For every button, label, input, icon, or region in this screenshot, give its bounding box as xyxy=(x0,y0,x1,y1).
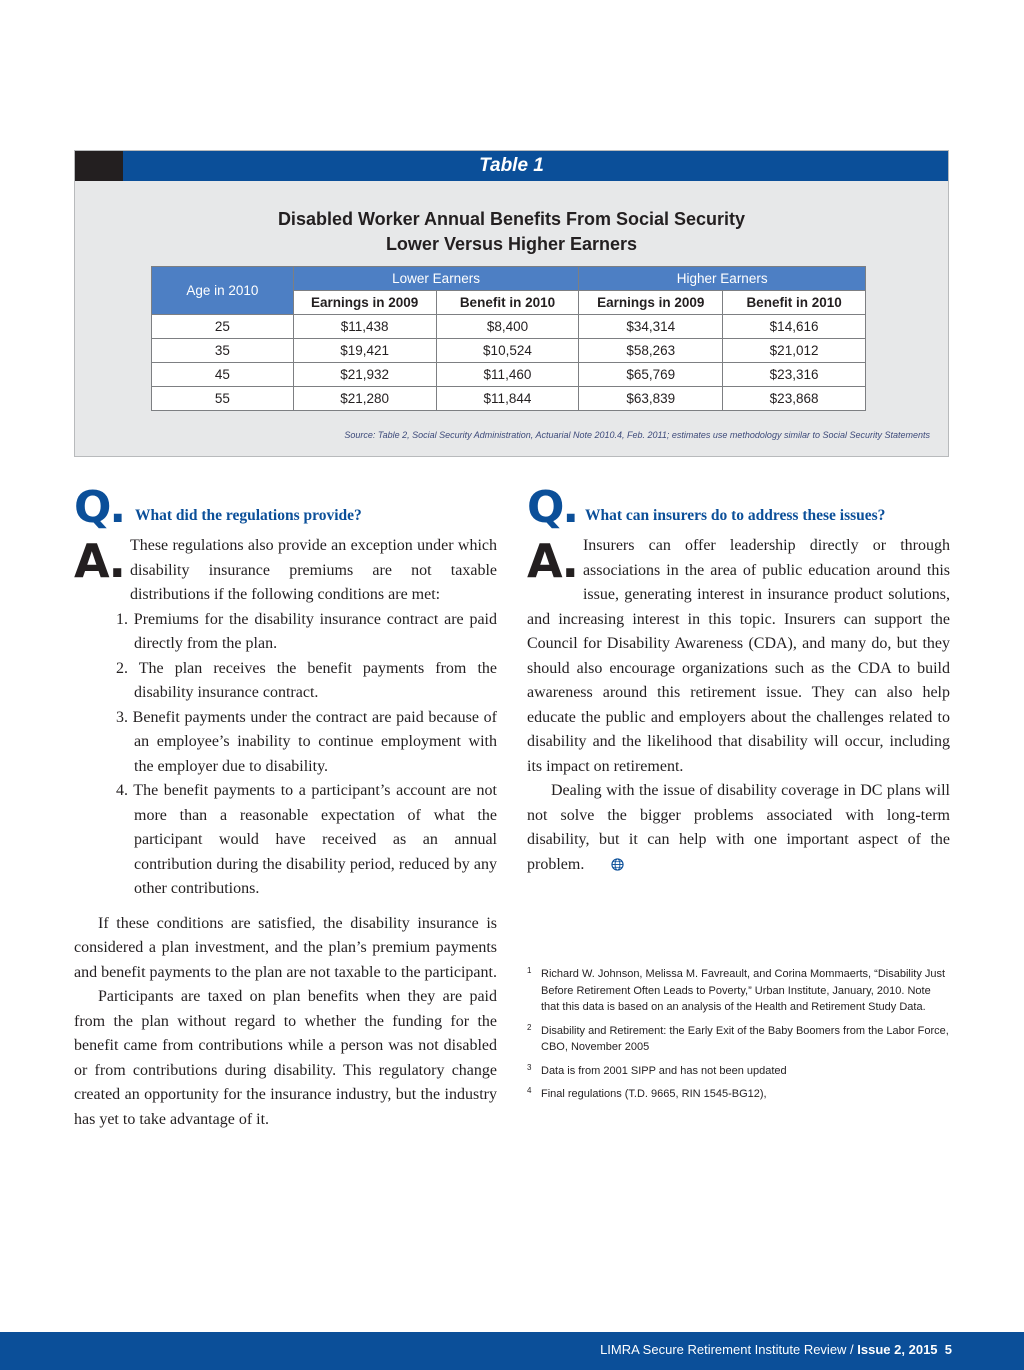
footer-issue: Issue 2, 2015 xyxy=(857,1342,938,1357)
list-item: 1. Premiums for the disability insurance contract are paid directly from the plan. xyxy=(116,610,497,652)
left-column xyxy=(74,482,497,1132)
page-number: 5 xyxy=(944,1342,952,1357)
footnote-number: 3 xyxy=(527,1062,532,1072)
header-lower-earners: Lower Earners xyxy=(293,267,579,291)
footnote xyxy=(527,1023,949,1056)
footnotes xyxy=(527,966,949,1110)
footnote-text: Final regulations (T.D. 9665, RIN 1545-BG12), xyxy=(541,1088,767,1100)
table-panel xyxy=(74,150,949,457)
conditions-list xyxy=(74,608,497,902)
subheader-higher-benefit: Benefit in 2010 xyxy=(723,291,866,315)
closing-text: Dealing with the issue of disability coverage in DC plans will not solve the bigger problems associated with long-term disability, but it can help with one important aspect of the problem. xyxy=(527,782,950,873)
cell-higher-earnings: $58,263 xyxy=(579,339,723,363)
cell-higher-earnings: $65,769 xyxy=(579,363,723,387)
q-letter: Q. xyxy=(527,482,578,533)
cell-lower-benefit: $11,460 xyxy=(436,363,579,387)
table-row xyxy=(152,363,866,387)
table-title-line2: Lower Versus Higher Earners xyxy=(385,234,638,254)
globe-icon xyxy=(587,855,624,880)
list-item: 2. The plan receives the benefit payments from the disability insurance contract. xyxy=(116,659,497,701)
question-heading xyxy=(74,482,497,534)
cell-lower-earnings: $21,932 xyxy=(293,363,436,387)
benefits-table xyxy=(151,266,866,411)
header-age: Age in 2010 xyxy=(152,267,294,315)
table-banner xyxy=(75,151,948,181)
cell-age: 45 xyxy=(152,363,294,387)
subheader-higher-earnings: Earnings in 2009 xyxy=(579,291,723,315)
footnote-text: Data is from 2001 SIPP and has not been updated xyxy=(541,1064,787,1077)
table-title-line1: Disabled Worker Annual Benefits From Social Security xyxy=(277,209,746,229)
question-heading xyxy=(527,482,950,534)
cell-lower-benefit: $10,524 xyxy=(436,339,579,363)
a-letter: A. xyxy=(527,534,577,588)
cell-age: 55 xyxy=(152,387,294,411)
cell-higher-benefit: $14,616 xyxy=(723,315,866,339)
question-text: What can insurers do to address these issues? xyxy=(585,507,886,524)
cell-higher-benefit: $23,316 xyxy=(723,363,866,387)
paragraph-conditions-satisfied: If these conditions are satisfied, the disability insurance is considered a plan investment, and the plan’s premium payments and benefit payments to the plan are not taxable to the participant. xyxy=(74,914,497,981)
table-row xyxy=(152,315,866,339)
subheader-lower-benefit: Benefit in 2010 xyxy=(436,291,579,315)
table-row xyxy=(152,339,866,363)
cell-lower-earnings: $19,421 xyxy=(293,339,436,363)
cell-lower-earnings: $11,438 xyxy=(293,315,436,339)
question-text: What did the regulations provide? xyxy=(135,507,362,524)
cell-higher-benefit: $23,868 xyxy=(723,387,866,411)
footnote-number: 4 xyxy=(527,1086,532,1095)
answer-text: Insurers can offer leadership directly or through associations in the area of public education around this issue, generating interest in insurance product solutions, and increasing interest in this topic. Insurers can support the Council for Disability Awareness (CDA), and many do, but they should also encourage organizations such as the CDA to build awareness around this retirement issue. They can also help educate the public and employers about the challenges related to disability and the likelihood that disability will occur, including its impact on retirement. xyxy=(527,537,950,775)
footer-text xyxy=(600,1342,952,1357)
footnote xyxy=(527,1086,949,1103)
cell-higher-benefit: $21,012 xyxy=(723,339,866,363)
table-label: Table 1 xyxy=(479,155,544,176)
cell-lower-benefit: $8,400 xyxy=(436,315,579,339)
cell-lower-earnings: $21,280 xyxy=(293,387,436,411)
footnote-text: Disability and Retirement: the Early Exit of the Baby Boomers from the Labor Force, CBO, November 2005 xyxy=(541,1024,949,1053)
cell-lower-benefit: $11,844 xyxy=(436,387,579,411)
paragraph-participants-taxed: Participants are taxed on plan benefits when they are paid from the plan without regard to whether the funding for the benefit came from contributions while a person was not disabled or from contributions during disability. This regulatory change created an opportunity for the insurance industry, but the industry has yet to take advantage of it. xyxy=(74,988,497,1128)
footnote xyxy=(527,1063,949,1080)
list-item: 4. The benefit payments to a participant’s account are not more than a reasonable expectation of what the participant would have received as an annual contribution during the disability period, reduced by any other contributions. xyxy=(116,782,497,897)
header-higher-earners: Higher Earners xyxy=(579,267,866,291)
cell-age: 35 xyxy=(152,339,294,363)
answer-paragraph xyxy=(527,534,950,779)
cell-age: 25 xyxy=(152,315,294,339)
cell-higher-earnings: $34,314 xyxy=(579,315,723,339)
closing-paragraph xyxy=(527,779,950,879)
list-item: 3. Benefit payments under the contract are paid because of an employee’s inability to continue employment with the employer due to disability. xyxy=(116,708,497,775)
cell-higher-earnings: $63,839 xyxy=(579,387,723,411)
answer-intro: These regulations also provide an exception under which disability insurance premiums are not taxable distributions if the following conditions are met: xyxy=(129,537,497,603)
footnote-text: Richard W. Johnson, Melissa M. Favreault, and Corina Mommaerts, “Disability Just Before Retirement Often Leads to Poverty,” Urban Institute, January, 2010. Note that this data is based on an analysis of the Health and Retirement Study Data. xyxy=(541,968,946,1013)
answer-paragraph xyxy=(74,534,497,608)
q-letter: Q. xyxy=(74,482,125,533)
page-footer xyxy=(0,1332,1024,1370)
a-letter: A. xyxy=(74,534,124,588)
table-title xyxy=(75,207,948,257)
subheader-lower-earnings: Earnings in 2009 xyxy=(293,291,436,315)
footnote-number: 1 xyxy=(527,966,532,975)
footnote-number: 2 xyxy=(527,1022,532,1032)
right-column xyxy=(527,482,950,879)
footnote xyxy=(527,966,949,1016)
table-row xyxy=(152,387,866,411)
footer-publication: LIMRA Secure Retirement Institute Review / xyxy=(600,1342,854,1357)
table-source: Source: Table 2, Social Security Administration, Actuarial Note 2010.4, Feb. 2011; estimates use methodology similar to Social Security Statements xyxy=(344,430,930,440)
